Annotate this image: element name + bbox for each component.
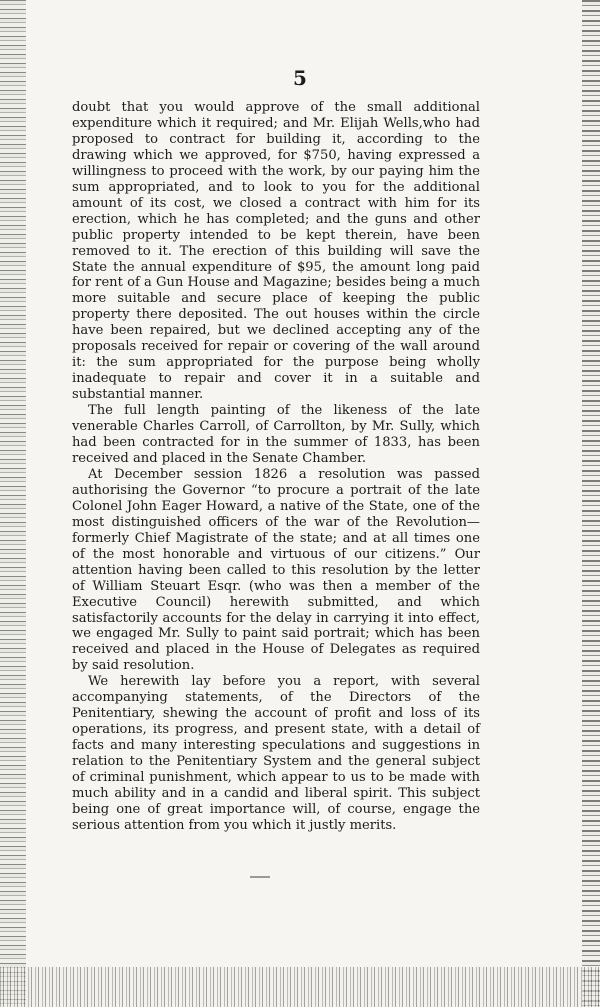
page-number: 5 bbox=[293, 66, 307, 90]
footer-mark bbox=[250, 876, 270, 878]
paragraph-2: The full length painting of the likeness of the late venerable Charles Carroll, of Carrollton, by Mr. Sully, which had been contracted for in the summer of 1833, has been received and placed in the Senate Chamber. bbox=[72, 403, 480, 466]
paragraph-3: At December session 1826 a resolution was passed authorising the Governor “to procure a portrait of the late Colonel John Eager Howard, a native of the State, one of the most distinguished officers of the war of the Revolution—formerly Chief Magistrate of the state; and at all times one of the most honorable and virtuous of our citizens.” Our attention having been called to this resolution by the letter of William Steuart Esqr. (who was then a member of the Executive Council) herewith submitted, and which satisfactorily accounts for the delay in carrying it into effect, we engaged Mr. Sully to paint said portrait; which has been received and placed in the House of Delegates as required by said resolution. bbox=[72, 466, 480, 674]
scan-bottom-edge bbox=[0, 967, 600, 1007]
paragraph-4: We herewith lay before you a report, with several accompanying statements, of the Directors of the Penitentiary, shewing the account of profit and loss of its operations, its progress, and present state, with a detail of facts and many interesting speculations and suggestions in relation to the Penitentiary System and the general subject of criminal punishment, which appear to us to be made with much ability and in a candid and liberal spirit. This subject being one of great importance will, of course, engage the serious attention from you which it justly merits. bbox=[72, 674, 480, 833]
scan-left-edge bbox=[0, 0, 26, 1007]
paragraph-1: doubt that you would approve of the small additional expenditure which it required; and Mr. Elijah Wells,who had proposed to contract for building it, according to the drawing which we approved, for $750, having expressed a willingness to proceed with the work, by our paying him the sum appropriated, and to look to you for the additional amount of its cost, we closed a contract with him for its erection, which he has completed; and the guns and other public property intended to be kept therein, have been removed to it. The erection of this building will save the State the annual expenditure of $95, the amount long paid for rent of a Gun House and Magazine; besides being a much more suitable and secure place of keeping the public property there deposited. The out houses within the circle have been repaired, but we declined accepting any of the proposals received for repair or covering of the wall around it: the sum appropriated for the purpose being wholly inadequate to repair and cover it in a suitable and substantial manner. bbox=[72, 100, 480, 403]
body-text bbox=[72, 100, 480, 834]
scan-right-edge bbox=[582, 0, 600, 1007]
